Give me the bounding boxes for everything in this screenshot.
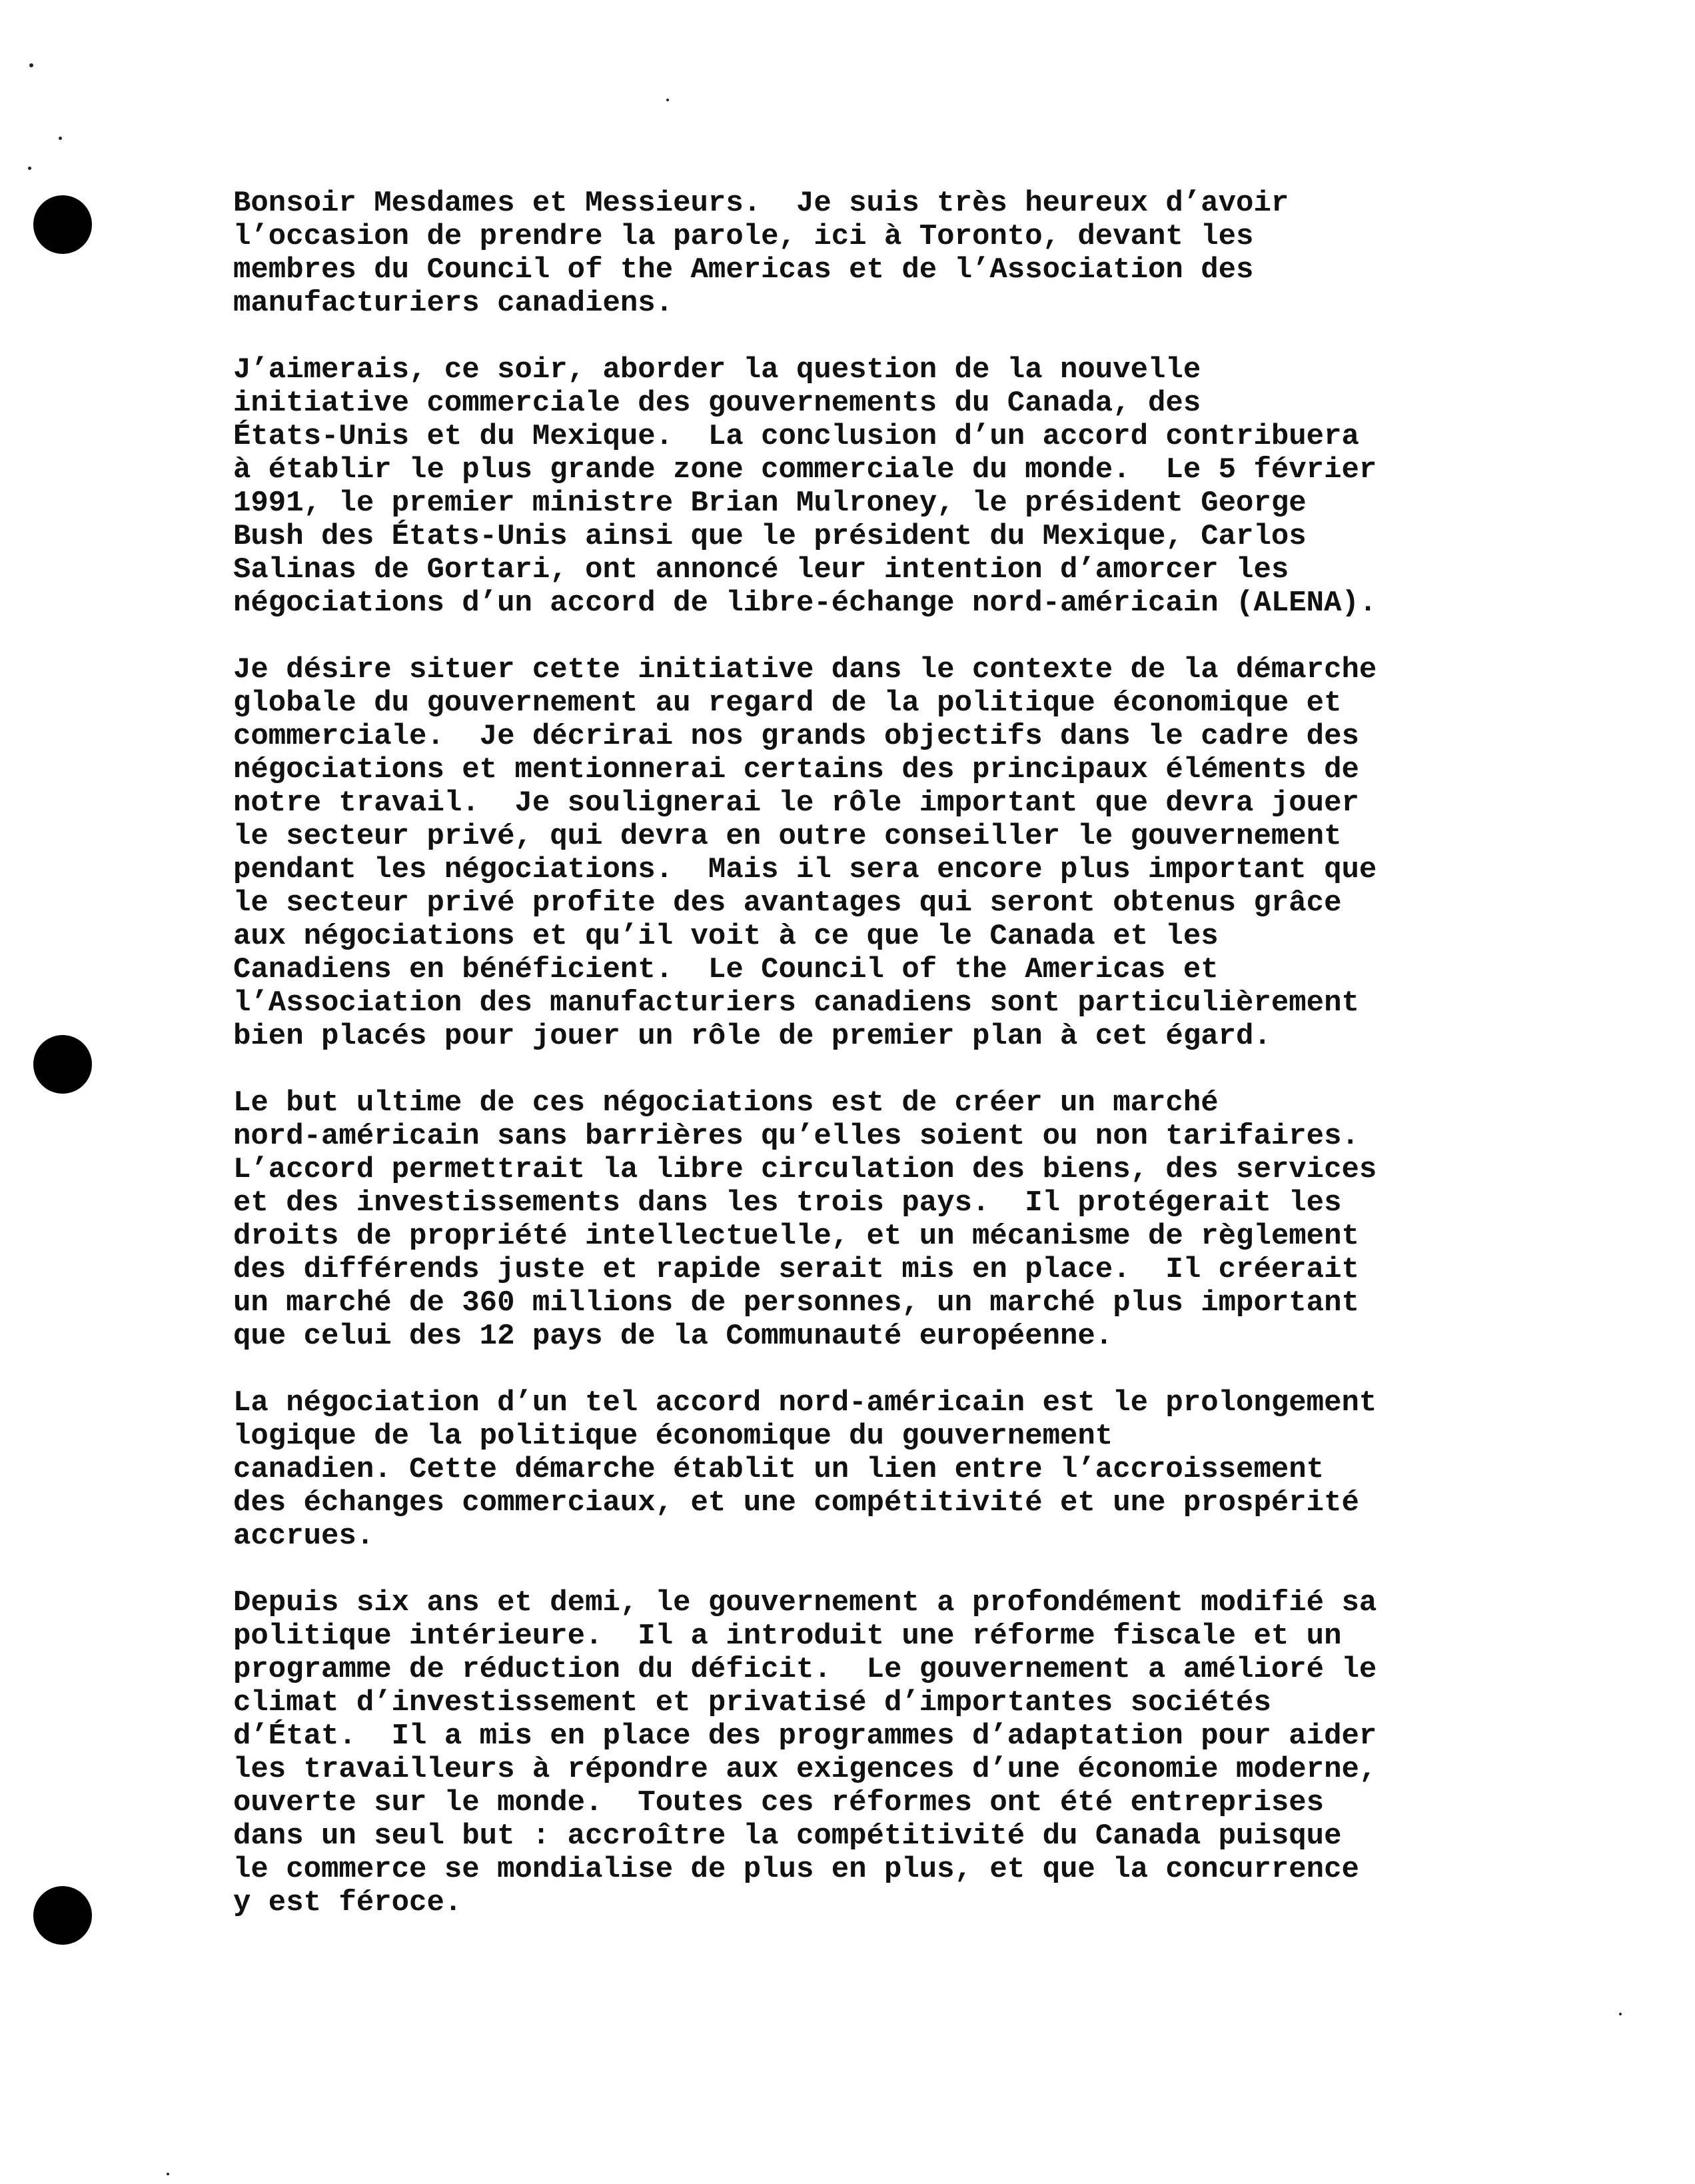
- text-line: Je désire situer cette initiative dans le contexte de la démarche: [233, 653, 1377, 686]
- text-line: d’État. Il a mis en place des programmes d’adaptation pour aider: [233, 1719, 1377, 1753]
- scan-speck: [666, 99, 669, 101]
- text-line: le secteur privé profite des avantages qui seront obtenus grâce: [233, 886, 1342, 920]
- text-line: des différends juste et rapide serait mis en place. Il créerait: [233, 1253, 1359, 1286]
- paragraph-4: [233, 1086, 1566, 1353]
- text-line: ouverte sur le monde. Toutes ces réformes ont été entreprises: [233, 1786, 1325, 1819]
- text-line: notre travail. Je soulignerai le rôle important que devra jouer: [233, 786, 1359, 820]
- text-line: négociations d’un accord de libre-échange nord-américain (ALENA).: [233, 586, 1377, 620]
- text-line: climat d’investissement et privatisé d’importantes sociétés: [233, 1686, 1271, 1719]
- text-line: que celui des 12 pays de la Communauté européenne.: [233, 1320, 1113, 1353]
- text-line: le commerce se mondialise de plus en plus, et que la concurrence: [233, 1853, 1359, 1886]
- text-line: les travailleurs à répondre aux exigences d’une économie moderne,: [233, 1753, 1377, 1786]
- text-line: La négociation d’un tel accord nord-américain est le prolongement: [233, 1386, 1377, 1420]
- text-line: membres du Council of the Americas et de l’Association des: [233, 253, 1254, 287]
- text-line: États-Unis et du Mexique. La conclusion d’un accord contribuera: [233, 420, 1359, 453]
- text-line: à établir le plus grande zone commerciale du monde. Le 5 février: [233, 453, 1377, 487]
- scan-speck: [167, 2173, 169, 2175]
- text-line: et des investissements dans les trois pays. Il protégerait les: [233, 1186, 1342, 1220]
- text-line: politique intérieure. Il a introduit une réforme fiscale et un: [233, 1620, 1342, 1653]
- punch-hole-top: [33, 195, 92, 254]
- text-line: droits de propriété intellectuelle, et un mécanisme de règlement: [233, 1220, 1359, 1253]
- text-line: aux négociations et qu’il voit à ce que le Canada et les: [233, 920, 1219, 953]
- scan-speck: [29, 63, 33, 67]
- scan-speck: [1619, 2013, 1622, 2015]
- text-line: initiative commerciale des gouvernements du Canada, des: [233, 387, 1201, 420]
- text-line: l’Association des manufacturiers canadiens sont particulièrement: [233, 986, 1359, 1020]
- paragraph-5: [233, 1386, 1566, 1553]
- text-line: Salinas de Gortari, ont annoncé leur intention d’amorcer les: [233, 553, 1289, 586]
- punch-hole-bottom: [33, 1886, 92, 1945]
- text-line: canadien. Cette démarche établit un lien entre l’accroissement: [233, 1453, 1325, 1486]
- text-line: bien placés pour jouer un rôle de premier plan à cet égard.: [233, 1020, 1271, 1053]
- scan-speck: [28, 167, 31, 170]
- paragraph-3: [233, 653, 1566, 1053]
- text-line: manufacturiers canadiens.: [233, 287, 674, 320]
- text-line: globale du gouvernement au regard de la politique économique et: [233, 686, 1342, 720]
- text-line: le secteur privé, qui devra en outre conseiller le gouvernement: [233, 820, 1342, 853]
- text-line: nord-américain sans barrières qu’elles soient ou non tarifaires.: [233, 1120, 1359, 1153]
- text-line: Canadiens en bénéficient. Le Council of the Americas et: [233, 953, 1219, 986]
- text-line: des échanges commerciaux, et une compétitivité et une prospérité: [233, 1486, 1359, 1520]
- text-line: un marché de 360 millions de personnes, un marché plus important: [233, 1286, 1359, 1320]
- text-line: Depuis six ans et demi, le gouvernement a profondément modifié sa: [233, 1586, 1377, 1620]
- text-line: dans un seul but : accroître la compétitivité du Canada puisque: [233, 1819, 1342, 1853]
- text-line: accrues.: [233, 1520, 374, 1553]
- letter-body: [233, 187, 1566, 1953]
- text-line: négociations et mentionnerai certains des principaux éléments de: [233, 753, 1359, 786]
- paragraph-2: [233, 353, 1566, 620]
- text-line: logique de la politique économique du gouvernement: [233, 1420, 1113, 1453]
- paragraph-6: [233, 1586, 1566, 1919]
- text-line: programme de réduction du déficit. Le gouvernement a amélioré le: [233, 1653, 1377, 1686]
- text-line: 1991, le premier ministre Brian Mulroney, le président George: [233, 487, 1307, 520]
- text-line: Le but ultime de ces négociations est de créer un marché: [233, 1086, 1219, 1120]
- text-line: l’occasion de prendre la parole, ici à Toronto, devant les: [233, 220, 1254, 253]
- paragraph-1: [233, 187, 1566, 320]
- text-line: Bush des États-Unis ainsi que le président du Mexique, Carlos: [233, 520, 1307, 553]
- text-line: Bonsoir Mesdames et Messieurs. Je suis très heureux d’avoir: [233, 187, 1289, 220]
- punch-hole-middle: [33, 1035, 92, 1094]
- text-line: commerciale. Je décrirai nos grands objectifs dans le cadre des: [233, 720, 1359, 753]
- text-line: L’accord permettrait la libre circulation des biens, des services: [233, 1153, 1377, 1186]
- text-line: J’aimerais, ce soir, aborder la question de la nouvelle: [233, 353, 1201, 387]
- text-line: pendant les négociations. Mais il sera encore plus important que: [233, 853, 1377, 886]
- text-line: y est féroce.: [233, 1886, 462, 1919]
- scan-speck: [59, 137, 62, 140]
